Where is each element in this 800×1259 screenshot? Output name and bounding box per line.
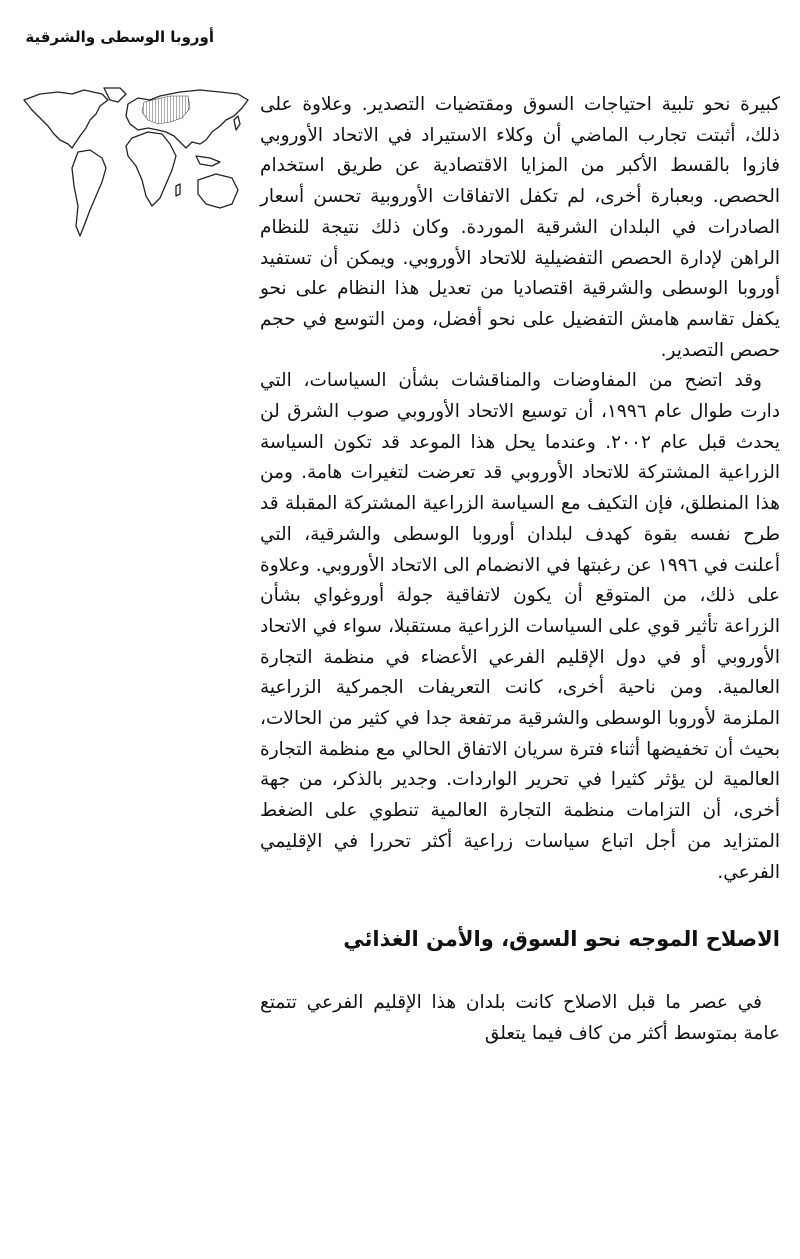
body-paragraph-3: في عصر ما قبل الاصلاح كانت بلدان هذا الإقليم الفرعي تتمتع عامة بمتوسط أكثر من كاف فيما يتعلق — [260, 992, 780, 1044]
australia-shape — [198, 174, 238, 208]
south-america-shape — [72, 150, 106, 236]
main-text-column — [260, 90, 780, 1050]
japan-shape — [234, 116, 240, 130]
world-map-icon — [20, 86, 252, 246]
running-head-title: أوروبا الوسطى والشرقية — [25, 28, 214, 46]
africa-shape — [126, 132, 176, 206]
indonesia-shape — [196, 156, 220, 166]
body-paragraph-2: وقد اتضح من المفاوضات والمناقشات بشأن السياسات، التي دارت طوال عام ١٩٩٦، أن توسيع الاتحاد الأوروبي صوب الشرق لن يحدث قبل عام ٢٠٠٢. وعندما يحل هذا الموعد قد تكون السياسة الزراعية المشتركة للاتحاد الأوروبي قد تعرضت لتغيرات هامة. ومن هذا المنطلق، فإن التكيف مع السياسة الزراعية المشتركة المقبلة قد طرح نفسه بقوة كهدف لبلدان أوروبا الوسطى والشرقية، التي أعلنت في ١٩٩٦ عن رغبتها في الانضمام الى الاتحاد الأوروبي. وعلاوة على ذلك، من المتوقع أن يكون لاتفاقية جولة أوروغواي بشأن الزراعة تأثير قوي على السياسات الزراعية مستقبلا، سواء في الاتحاد الأوروبي أو في دول الإقليم الفرعي الأعضاء في منظمة التجارة العالمية. ومن ناحية أخرى، كانت التعريفات الجمركية الزراعية الملزمة لأوروبا الوسطى والشرقية مرتفعة جدا في كثير من الحالات، بحيث أن تخفيضها أثناء فترة سريان الاتفاق الحالي مع منظمة التجارة العالمية لن يؤثر كثيرا في تحرير الواردات. وجدير بالذكر، من جهة أخرى، أن التزامات منظمة التجارة العالمية تنطوي على الضغط المتزايد من أجل اتباع سياسات زراعية أكثر تحررا في الإقليمي الفرعي. — [260, 370, 781, 883]
body-paragraph-1: كبيرة نحو تلبية احتياجات السوق ومقتضيات التصدير. وعلاوة على ذلك، أثبتت تجارب الماضي أن وكلاء الاستيراد في الاتحاد الأوروبي فازوا بالقسط الأكبر من المزايا الاقتصادية عن طريق استخدام الحصص. وبعبارة أخرى، لم تكفل الاتفاقات الأوروبية تحسن أسعار الصادرات في البلدان الشرقية الموردة. وكان ذلك نتيجة للنظام الراهن لإدارة الحصص التفضيلية للاتحاد الأوروبي. ويمكن أن تستفيد أوروبا الوسطى والشرقية اقتصاديا من تعديل هذا النظام على نحو يكفل تقاسم هامش التفضيل على نحو أفضل، ومن التوسع في حجم حصص التصدير. — [260, 94, 780, 361]
madagascar-shape — [176, 184, 180, 196]
section-heading: الاصلاح الموجه نحو السوق، والأمن الغذائي — [343, 927, 780, 952]
north-america-shape — [24, 90, 108, 148]
